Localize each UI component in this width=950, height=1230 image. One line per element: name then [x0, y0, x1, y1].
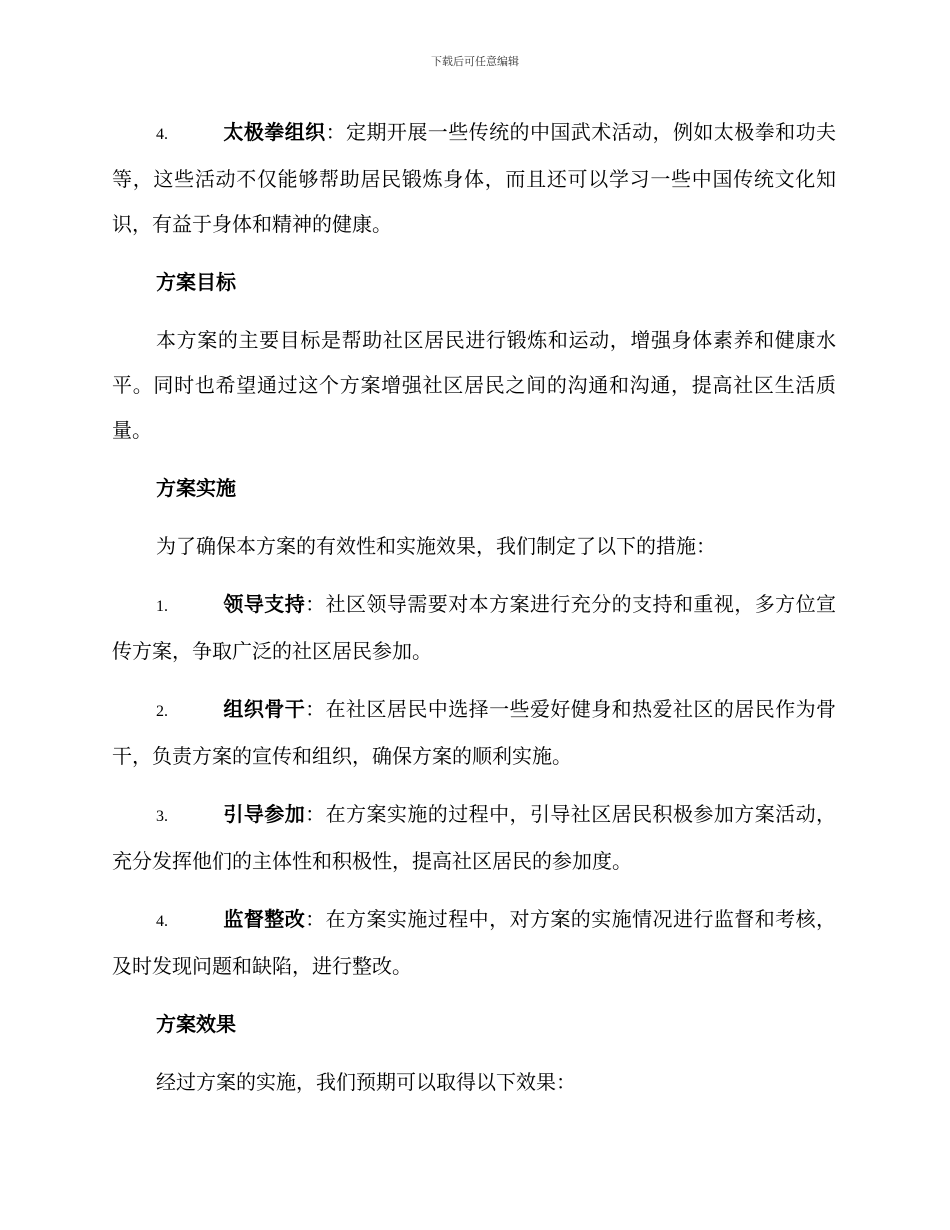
list-number: 4. [156, 126, 168, 143]
list-term: 引导参加 [223, 802, 306, 826]
list-text: ：定期开展一些传统的中国武术活动，例如太极拳和功夫等，这些活动不仅能够帮助居民锻炼身体，而且还可以学习一些中国传统文化知识，有益于身体和精神的健康。 [112, 120, 837, 236]
list-item-supervision [112, 897, 836, 989]
list-number: 3. [156, 808, 168, 825]
list-text: ：在方案实施过程中，对方案的实施情况进行监督和考核，及时发现问题和缺陷，进行整改。 [112, 907, 837, 978]
list-item-leadership [112, 582, 836, 674]
list-item-guidance [112, 792, 836, 884]
list-term: 领导支持 [223, 592, 306, 616]
section-heading-effects: 方案效果 [156, 1012, 236, 1036]
implementation-intro: 为了确保本方案的有效性和实施效果，我们制定了以下的措施： [156, 534, 716, 558]
list-text: ：在方案实施的过程中，引导社区居民积极参加方案活动，充分发挥他们的主体性和积极性，提高社区居民的参加度。 [112, 802, 837, 873]
section-heading-implementation: 方案实施 [156, 476, 236, 500]
page-header-note: 下载后可任意编辑 [431, 55, 519, 68]
list-item-backbone [112, 687, 836, 779]
list-term: 组织骨干 [223, 697, 306, 721]
effects-intro: 经过方案的实施，我们预期可以取得以下效果： [156, 1070, 576, 1094]
list-number: 1. [156, 598, 168, 615]
list-term: 太极拳组织 [223, 120, 326, 144]
list-term: 监督整改 [223, 907, 306, 931]
list-text: ：在社区居民中选择一些爱好健身和热爱社区的居民作为骨干，负责方案的宣传和组织，确保方案的顺利实施。 [112, 697, 837, 768]
goals-paragraph: 本方案的主要目标是帮助社区居民进行锻炼和运动，增强身体素养和健康水平。同时也希望通过这个方案增强社区居民之间的沟通和沟通，提高社区生活质量。 [112, 328, 836, 442]
list-item-taichi [112, 110, 836, 247]
list-number: 2. [156, 703, 168, 720]
document-body [112, 110, 836, 1118]
list-number: 4. [156, 913, 168, 930]
list-text: ：社区领导需要对本方案进行充分的支持和重视，多方位宣传方案，争取广泛的社区居民参加。 [112, 592, 837, 663]
section-heading-goals: 方案目标 [156, 270, 236, 294]
